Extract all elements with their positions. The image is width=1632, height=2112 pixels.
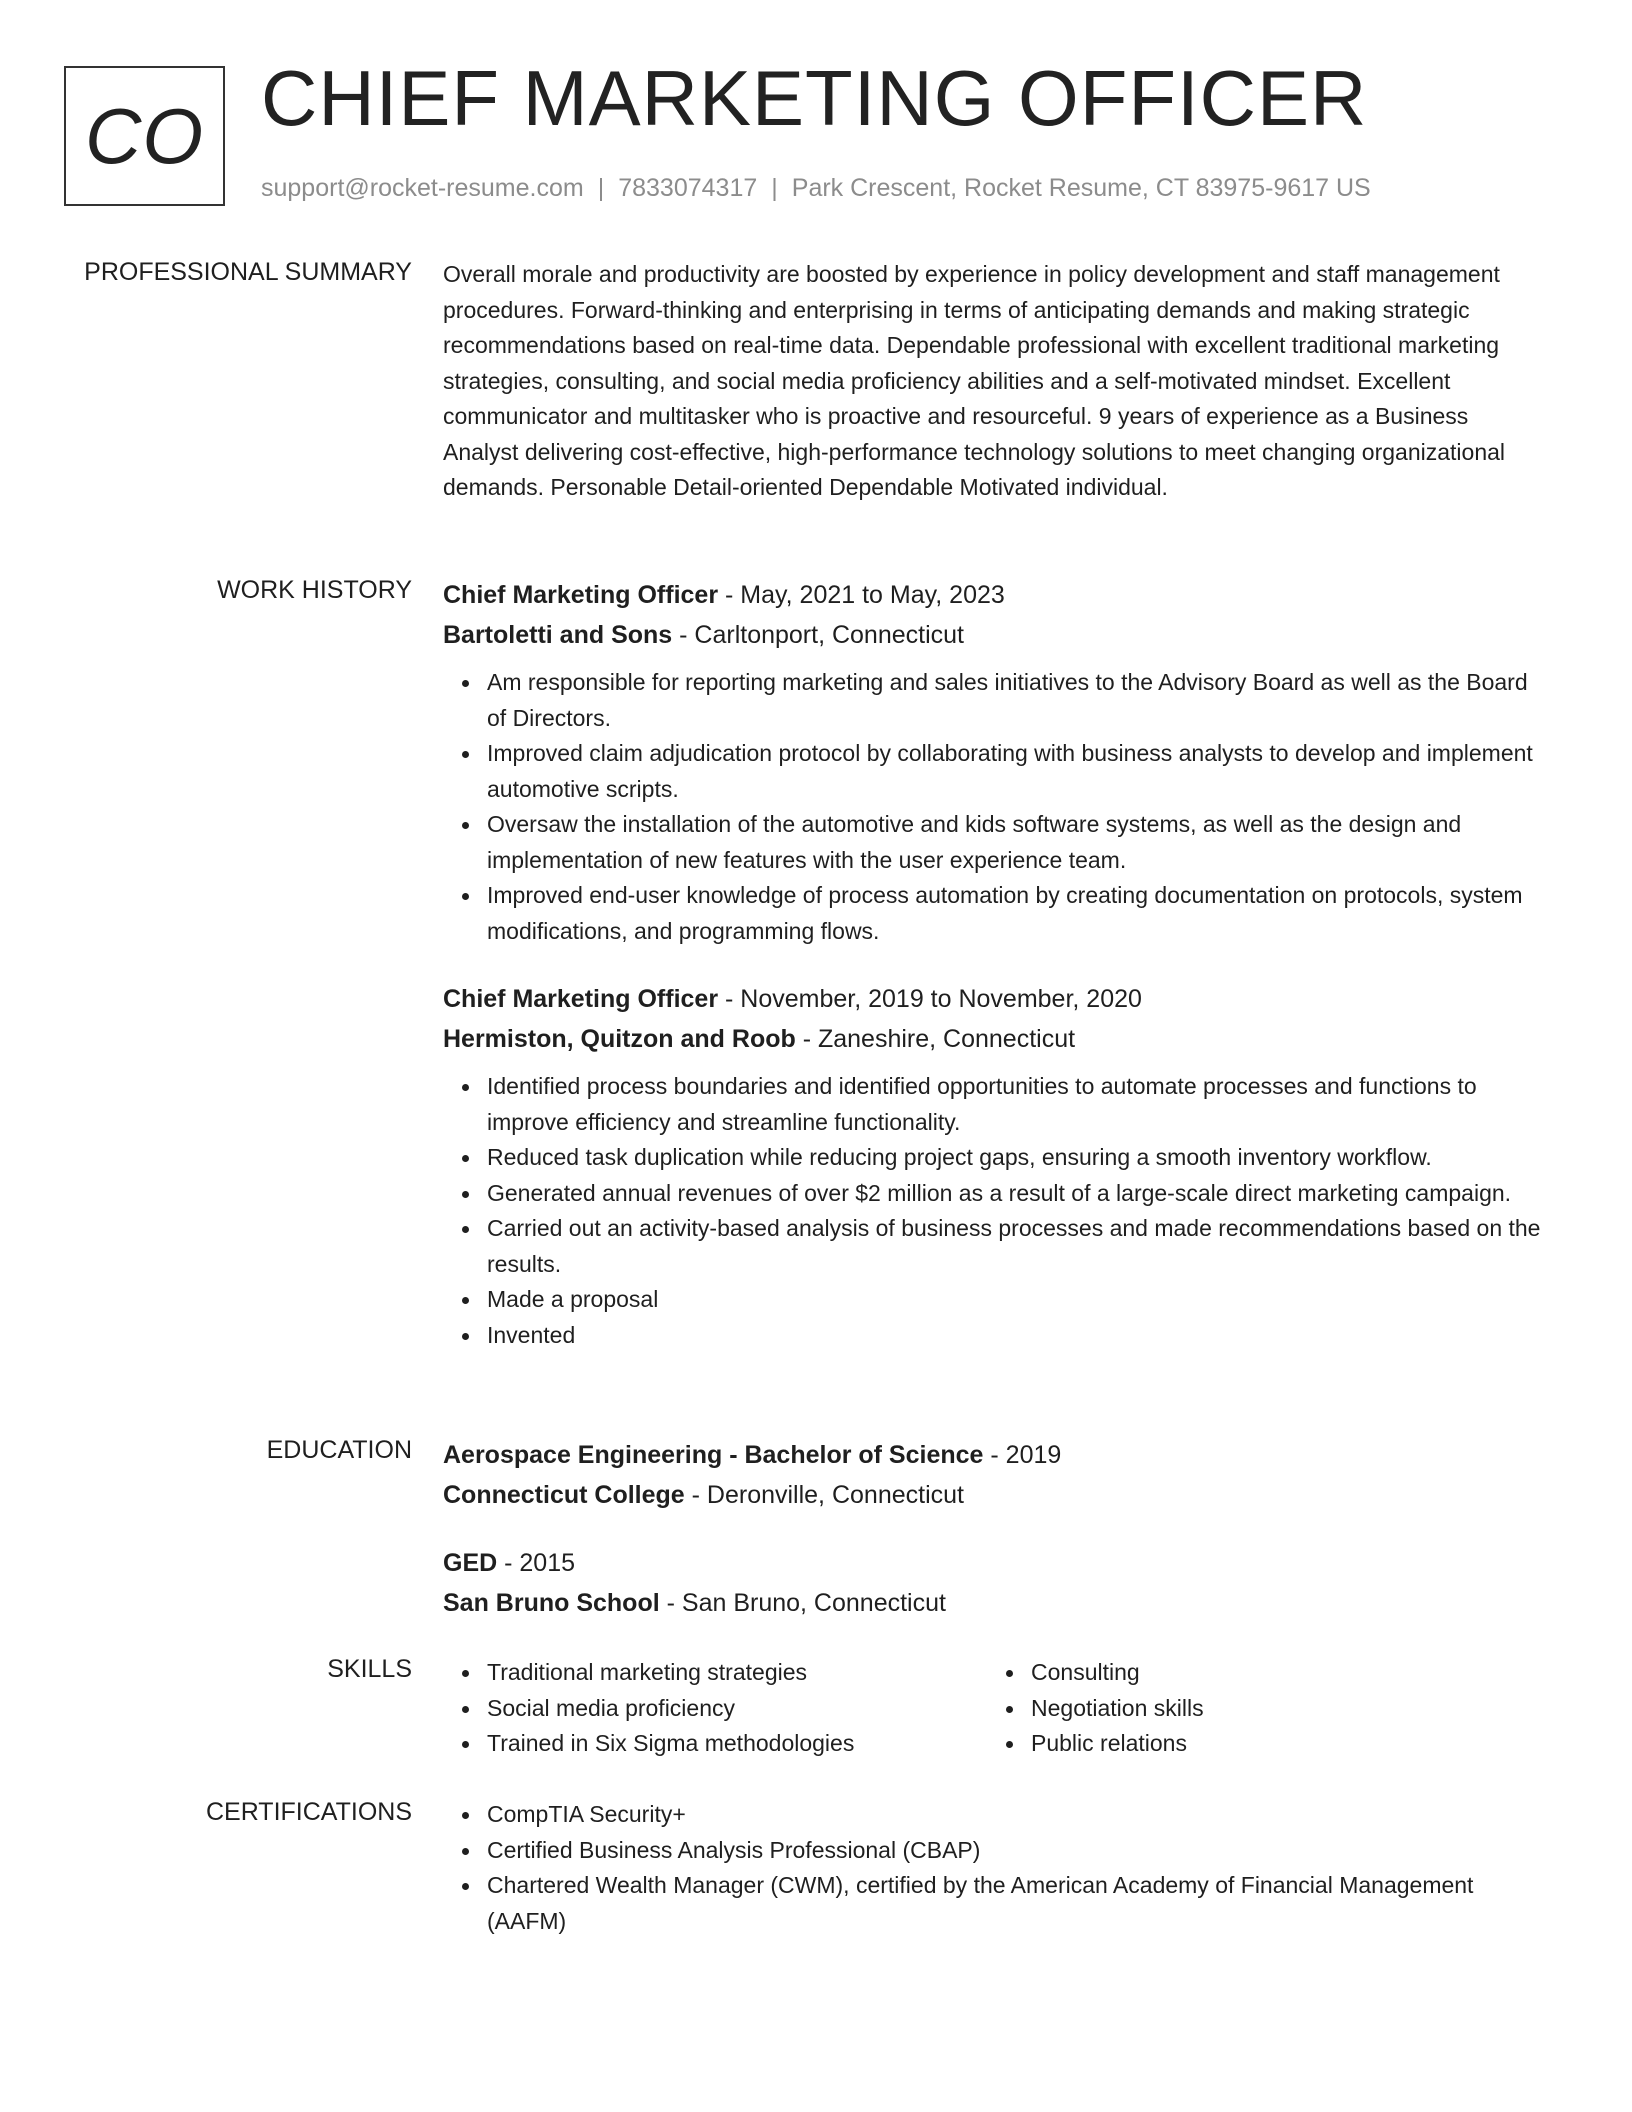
education-degree-line <box>443 1543 1543 1583</box>
job-bullet-list <box>443 665 1543 949</box>
contact-email[interactable]: support@rocket-resume.com <box>261 174 584 202</box>
section-label-skills: SKILLS <box>327 1655 412 1683</box>
education-year: - 2015 <box>497 1549 576 1577</box>
skill-item: Public relations <box>1031 1726 1431 1762</box>
skill-item: Negotiation skills <box>1031 1691 1431 1727</box>
job-bullet: Improved claim adjudication protocol by collaborating with business analysts to develop and implement automotive scripts. <box>487 736 1543 807</box>
education-location: - Deronville, Connecticut <box>684 1481 964 1509</box>
skills-body <box>443 1655 1543 1762</box>
job-entry <box>443 575 1543 949</box>
certification-item: Chartered Wealth Manager (CWM), certified by the American Academy of Financial Management (AAFM) <box>487 1868 1543 1939</box>
section-label-summary: PROFESSIONAL SUMMARY <box>84 258 412 286</box>
contact-address: Park Crescent, Rocket Resume, CT 83975-9617 US <box>791 174 1371 202</box>
monogram-logo: CO <box>64 66 225 206</box>
job-bullet: Generated annual revenues of over $2 million as a result of a large-scale direct marketing campaign. <box>487 1176 1543 1212</box>
contact-line <box>261 174 1371 203</box>
resume-title: CHIEF MARKETING OFFICER <box>261 54 1368 142</box>
section-label-education: EDUCATION <box>266 1436 412 1464</box>
education-school: San Bruno School <box>443 1589 660 1617</box>
job-company: Bartoletti and Sons <box>443 621 673 649</box>
job-bullet: Invented <box>487 1318 1543 1354</box>
job-company-line <box>443 615 1543 655</box>
certification-item: CompTIA Security+ <box>487 1797 1543 1833</box>
education-degree: GED <box>443 1549 498 1577</box>
job-bullet-list <box>443 1069 1543 1353</box>
job-bullet: Oversaw the installation of the automotive and kids software systems, as well as the design and implementation of new features with the user experience team. <box>487 807 1543 878</box>
education-school-line <box>443 1583 1543 1623</box>
education-location: - San Bruno, Connecticut <box>659 1589 946 1617</box>
job-bullet: Am responsible for reporting marketing and sales initiatives to the Advisory Board as well as the Board of Directors. <box>487 665 1543 736</box>
job-bullet: Improved end-user knowledge of process automation by creating documentation on protocols, system modifications, and programming flows. <box>487 878 1543 949</box>
job-location: - Carltonport, Connecticut <box>672 621 964 649</box>
education-degree-line <box>443 1435 1543 1475</box>
work-history-body <box>443 575 1543 1353</box>
summary-body <box>443 257 1543 506</box>
skills-list-col1 <box>443 1655 987 1762</box>
job-dates: - May, 2021 to May, 2023 <box>718 581 1005 609</box>
education-school-line <box>443 1475 1543 1515</box>
job-title-line <box>443 575 1543 615</box>
education-entry <box>443 1435 1543 1515</box>
summary-text: Overall morale and productivity are boosted by experience in policy development and staff management procedures. Forward-thinking and enterprising in terms of anticipating demands and making strategic recommendations based on real-time data. Dependable professional with excellent traditional marketing strategies, consulting, and social media proficiency abilities and a self-motivated mindset. Excellent communicator and multitasker who is proactive and resourceful. 9 years of experience as a Business Analyst delivering cost-effective, high-performance technology solutions to meet changing organizational demands. Personable Detail-oriented Dependable Motivated individual. <box>443 261 1506 500</box>
contact-phone[interactable]: 7833074317 <box>618 174 758 202</box>
job-title: Chief Marketing Officer <box>443 581 719 609</box>
job-entry <box>443 979 1543 1353</box>
section-label-work-history: WORK HISTORY <box>217 576 412 604</box>
skill-item: Trained in Six Sigma methodologies <box>487 1726 987 1762</box>
contact-separator: | <box>597 174 605 202</box>
education-school: Connecticut College <box>443 1481 685 1509</box>
job-company-line <box>443 1019 1543 1059</box>
job-location: - Zaneshire, Connecticut <box>795 1025 1076 1053</box>
education-entry <box>443 1543 1543 1623</box>
job-bullet: Identified process boundaries and identified opportunities to automate processes and functions to improve efficiency and streamline functionality. <box>487 1069 1543 1140</box>
skill-item: Traditional marketing strategies <box>487 1655 987 1691</box>
section-label-certifications: CERTIFICATIONS <box>205 1798 412 1826</box>
education-body <box>443 1435 1543 1623</box>
skill-item: Social media proficiency <box>487 1691 987 1727</box>
contact-separator: | <box>771 174 778 202</box>
job-bullet: Carried out an activity-based analysis of business processes and made recommendations based on the results. <box>487 1211 1543 1282</box>
skill-item: Consulting <box>1031 1655 1431 1691</box>
job-title-line <box>443 979 1543 1019</box>
certifications-body <box>443 1797 1543 1939</box>
skills-list-col2 <box>987 1655 1431 1762</box>
certifications-list <box>443 1797 1543 1939</box>
job-bullet: Reduced task duplication while reducing project gaps, ensuring a smooth inventory workflow. <box>487 1140 1543 1176</box>
job-bullet: Made a proposal <box>487 1282 1543 1318</box>
education-year: - 2019 <box>983 1441 1062 1469</box>
job-title: Chief Marketing Officer <box>443 985 719 1013</box>
education-degree: Aerospace Engineering - Bachelor of Science <box>443 1441 984 1469</box>
job-dates: - November, 2019 to November, 2020 <box>718 985 1142 1013</box>
certification-item: Certified Business Analysis Professional (CBAP) <box>487 1833 1543 1869</box>
job-company: Hermiston, Quitzon and Roob <box>443 1025 796 1053</box>
